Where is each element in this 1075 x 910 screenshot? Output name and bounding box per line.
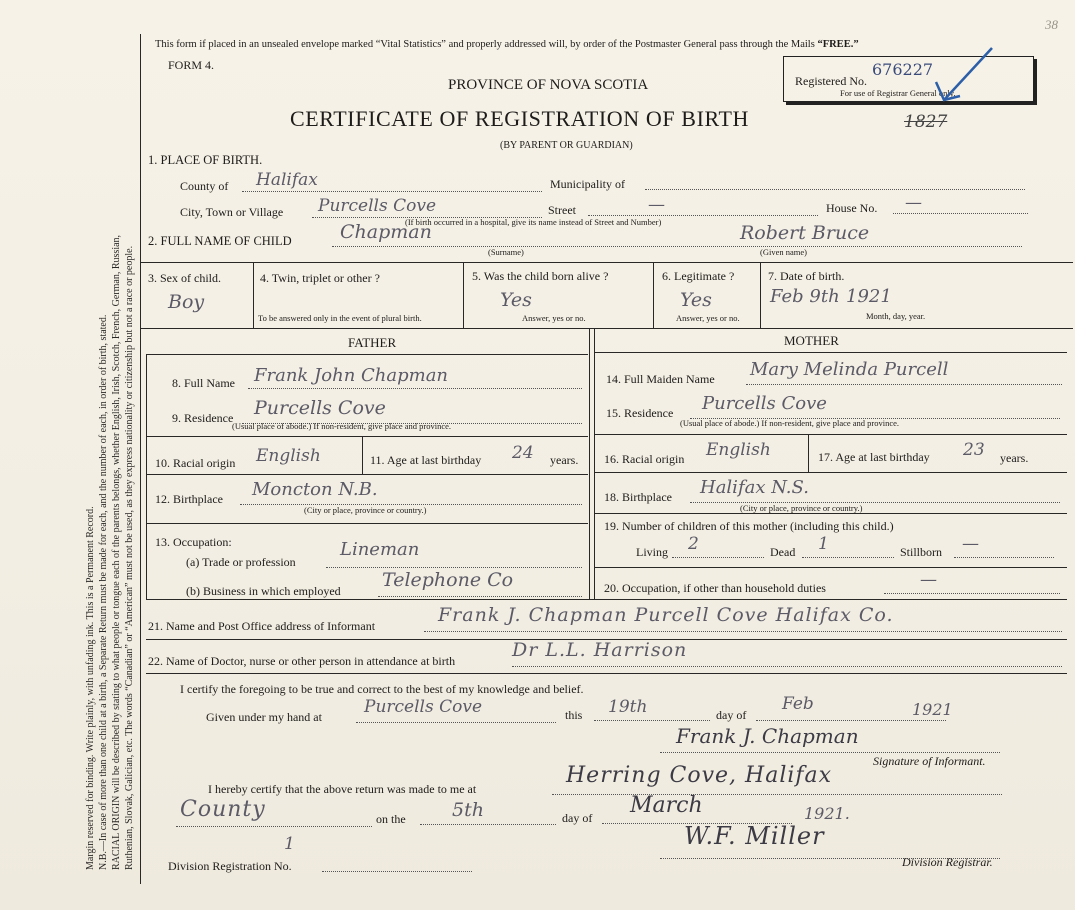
living-line	[672, 557, 764, 558]
corner-mark: 38	[1045, 17, 1058, 32]
alive-label: 5. Was the child born alive ?	[472, 269, 609, 283]
doctor-line	[512, 666, 1062, 667]
father-name-value: Frank John Chapman	[254, 365, 449, 386]
certify-statement: I certify the foregoing to be true and correct to the best of my knowledge and belief.	[180, 682, 584, 696]
county-label: County of	[180, 179, 229, 193]
dead-label: Dead	[770, 545, 796, 559]
registrar-place-value: Herring Cove, Halifax	[566, 763, 833, 788]
stillborn-label: Stillborn	[900, 545, 943, 559]
informant-line	[424, 631, 1062, 632]
stillborn-line	[954, 557, 1054, 558]
struck-number: 1827	[904, 112, 948, 132]
father-occupation-label: 13. Occupation:	[155, 535, 232, 549]
parents-bottom	[146, 599, 1067, 600]
registrar-day-value: 5th	[452, 799, 484, 821]
day-value: 19th	[608, 697, 648, 717]
postal-note-text: This form if placed in an unsealed envelope marked “Vital Statistics” and properly addressed will, by order of the Postmaster General pass through the Mails	[155, 39, 815, 50]
division-number-line	[322, 871, 472, 872]
street-label: Street	[548, 203, 576, 217]
row3-bottom-line	[141, 328, 1073, 329]
frame-left	[140, 34, 141, 884]
sex-label: 3. Sex of child.	[148, 271, 221, 285]
living-label: Living	[636, 545, 668, 559]
father-sep-1	[146, 436, 588, 437]
given-name-note: (Given name)	[760, 247, 807, 257]
row3-div-4	[760, 262, 761, 328]
registered-value: 676227	[872, 60, 934, 79]
father-age-div	[362, 436, 363, 474]
surname-note: (Surname)	[488, 247, 524, 257]
month-line	[756, 720, 946, 721]
father-residence-value: Purcells Cove	[254, 397, 386, 419]
registrar-year-value: 1921.	[804, 804, 850, 823]
row3-div-2	[463, 262, 464, 328]
mother-birthplace-label: 18. Birthplace	[604, 490, 672, 504]
mother-birthplace-value: Halifax N.S.	[700, 477, 809, 498]
surname-value: Chapman	[340, 221, 432, 243]
registrar-place-line	[552, 794, 1002, 795]
mother-residence-note: (Usual place of abode.) If non-resident, give place and province.	[680, 418, 900, 428]
father-race-value: English	[256, 446, 321, 466]
mother-age-years: years.	[1000, 451, 1029, 465]
row3-div-1	[253, 262, 254, 328]
given-place-line	[356, 722, 556, 723]
father-trade-label: (a) Trade or profession	[186, 555, 296, 569]
informant-signature-line	[660, 752, 1000, 753]
father-age-label: 11. Age at last birthday	[370, 453, 482, 467]
father-sep-3	[146, 523, 588, 524]
hospital-note: (If birth occurred in a hospital, give its name instead of Street and Number)	[405, 217, 662, 227]
child-name-line	[332, 246, 1022, 247]
street-line	[588, 215, 818, 216]
registrar-use-note: For use of Registrar General only.	[840, 88, 956, 98]
children-label: 19. Number of children of this mother (including this child.)	[604, 519, 894, 533]
house-label: House No.	[826, 201, 878, 215]
checkmark-icon	[930, 44, 1000, 106]
day-line	[594, 720, 710, 721]
mother-box-top	[595, 352, 1067, 353]
mother-heading: MOTHER	[784, 333, 839, 348]
on-the-label: on the	[376, 812, 406, 826]
postal-note	[155, 38, 859, 52]
registrar-county-line	[176, 826, 372, 827]
legitimate-label: 6. Legitimate ?	[662, 269, 735, 283]
doctor-label: 22. Name of Doctor, nurse or other person in attendance at birth	[148, 654, 456, 668]
city-label: City, Town or Village	[180, 205, 284, 219]
month-value: Feb	[782, 694, 814, 714]
mother-age-div	[808, 434, 809, 472]
doctor-value: Dr L.L. Harrison	[512, 639, 688, 661]
birth-date-value: Feb 9th	[770, 286, 840, 307]
mother-birthplace-note: (City or place, province or country.)	[740, 503, 863, 513]
father-birthplace-value: Moncton N.B.	[252, 479, 378, 500]
mother-age-value: 23	[963, 440, 985, 460]
margin-line-1: Margin reserved for binding. Write plainly, with unfading ink. This is a Permanent Record.	[85, 506, 96, 870]
page-title: CERTIFICATE OF REGISTRATION OF BIRTH	[290, 106, 749, 131]
father-name-label: 8. Full Name	[172, 376, 235, 390]
dead-value: 1	[818, 534, 829, 554]
page-subtitle: (BY PARENT OR GUARDIAN)	[500, 140, 633, 151]
registrar-signature: W.F. Miller	[684, 822, 825, 850]
stillborn-value: —	[962, 534, 979, 554]
form-number: FORM 4.	[168, 58, 215, 72]
this-label: this	[565, 708, 583, 722]
city-value: Purcells Cove	[318, 196, 437, 216]
father-heading: FATHER	[348, 335, 397, 350]
province-heading: PROVINCE OF NOVA SCOTIA	[448, 77, 649, 93]
informant-value: Frank J. Chapman Purcell Cove Halifax Co.	[438, 604, 894, 626]
father-age-years: years.	[550, 453, 579, 467]
child-name-label: 2. FULL NAME OF CHILD	[148, 234, 292, 248]
informant-signature: Frank J. Chapman	[676, 724, 859, 748]
informant-label: 21. Name and Post Office address of Informant	[148, 619, 376, 633]
margin-line-2: N.B.—In case of more than one child at a birth, a Separate Return must be made for each, and the number of each, in order of birth, stated.	[98, 314, 109, 870]
father-residence-note: (Usual place of abode.) If non-resident, give place and province.	[232, 421, 452, 431]
father-business-label: (b) Business in which employed	[186, 584, 341, 598]
mother-name-label: 14. Full Maiden Name	[606, 372, 715, 386]
legitimate-note: Answer, yes or no.	[676, 313, 740, 323]
day-of-label: day of	[716, 708, 747, 722]
mother-residence-label: 15. Residence	[606, 406, 674, 420]
mother-occupation-value: —	[920, 570, 937, 590]
father-business-value: Telephone Co	[382, 569, 514, 591]
mother-race-label: 16. Racial origin	[604, 452, 685, 466]
street-value: —	[648, 195, 665, 215]
sex-value: Boy	[168, 291, 205, 313]
center-divider-2	[594, 328, 595, 600]
father-trade-value: Lineman	[340, 539, 420, 560]
county-line	[242, 191, 542, 192]
father-business-line	[378, 596, 582, 597]
father-age-value: 24	[512, 443, 534, 463]
registrar-day-of-label: day of	[562, 811, 593, 825]
father-birthplace-label: 12. Birthplace	[155, 492, 223, 506]
mother-race-value: English	[706, 440, 771, 460]
center-divider	[589, 328, 590, 600]
father-box-left	[146, 354, 147, 599]
division-number-value: 1	[284, 834, 295, 854]
mother-sep-2	[595, 472, 1067, 473]
registrar-month-value: March	[630, 793, 703, 818]
given-under-label: Given under my hand at	[206, 710, 322, 724]
given-name-value: Robert Bruce	[740, 222, 870, 244]
father-race-label: 10. Racial origin	[155, 456, 236, 470]
county-value: Halifax	[256, 170, 318, 190]
legitimate-value: Yes	[680, 289, 712, 311]
place-of-birth-label: 1. PLACE OF BIRTH.	[148, 153, 263, 167]
dead-line	[802, 557, 894, 558]
municipality-line	[645, 189, 1025, 190]
father-sep-2	[146, 474, 588, 475]
father-birthplace-note: (City or place, province or country.)	[304, 505, 427, 515]
postal-free: “FREE.”	[817, 39, 859, 50]
division-number-label: Division Registration No.	[168, 859, 292, 873]
given-place-value: Purcells Cove	[364, 697, 483, 717]
mother-sep-1	[595, 434, 1067, 435]
mother-name-line	[746, 384, 1062, 385]
twin-label: 4. Twin, triplet or other ?	[260, 271, 380, 285]
registrar-day-line	[420, 824, 556, 825]
father-trade-line	[326, 567, 582, 568]
house-value: —	[905, 193, 922, 213]
registered-label: Registered No.	[795, 74, 867, 88]
row3-div-3	[653, 262, 654, 328]
registrar-county-value: County	[180, 797, 266, 822]
alive-note: Answer, yes or no.	[522, 313, 586, 323]
mother-age-label: 17. Age at last birthday	[818, 450, 930, 464]
mother-occupation-label: 20. Occupation, if other than household duties	[604, 581, 826, 595]
birth-date-label: 7. Date of birth.	[768, 269, 845, 283]
mother-name-value: Mary Melinda Purcell	[750, 359, 949, 380]
year-value: 1921	[912, 700, 953, 719]
father-box-top	[146, 354, 588, 355]
birth-year-value: 1921	[846, 286, 892, 307]
father-name-line	[248, 388, 582, 389]
registrar-role-label: Division Registrar.	[902, 855, 993, 869]
row22-bottom	[146, 673, 1067, 674]
twin-note: To be answered only in the event of plural birth.	[258, 313, 422, 323]
mother-sep-3	[595, 513, 1067, 514]
alive-value: Yes	[500, 289, 532, 311]
birth-date-note: Month, day, year.	[866, 311, 926, 321]
father-residence-label: 9. Residence	[172, 411, 234, 425]
margin-line-3: RACIAL ORIGIN will be described by stating to what people or tongue each of the parents belongs, whether English, Irish, Scotch, French, German, Russian,	[111, 234, 122, 870]
house-line	[893, 213, 1028, 214]
mother-residence-value: Purcells Cove	[702, 393, 827, 414]
municipality-label: Municipality of	[550, 177, 625, 191]
mother-sep-4	[595, 567, 1067, 568]
registrar-statement: I hereby certify that the above return was made to me at	[208, 782, 477, 796]
living-value: 2	[688, 534, 699, 554]
informant-signature-label: Signature of Informant.	[873, 754, 986, 768]
mother-occupation-line	[884, 593, 1060, 594]
row3-top-line	[141, 262, 1073, 263]
margin-line-4: Ruthenian, Slovak, Galician, etc. The words “Canadian” or “American” must not be used, as they express nationality or citizenship but not a race or people.	[124, 245, 135, 870]
